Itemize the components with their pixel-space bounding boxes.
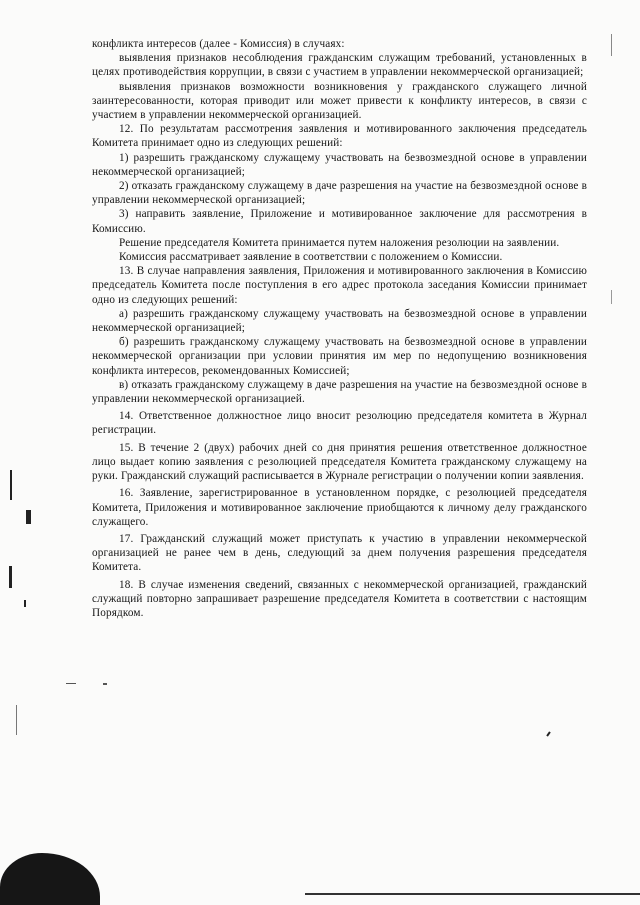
paragraph-intro: конфликта интересов (далее - Комиссия) в случаях: xyxy=(92,38,345,50)
paragraph-clause-18: 18. В случае изменения сведений, связанных с некоммерческой организацией, гражданский служащий повторно запрашивает разрешение председателя Комитета в соответствии с настоящим Порядком. xyxy=(92,578,587,619)
paragraph: Решение председателя Комитета принимается путем наложения резолюции на заявлении. xyxy=(119,236,560,249)
scan-mark xyxy=(9,566,12,588)
scan-mark xyxy=(24,600,26,607)
paragraph-clause-17: 17. Гражданский служащий может приступать к участию в управлении некоммерческой организацией не ранее чем в день, следующий за днем получения разрешения председателя Комитета. xyxy=(92,532,587,574)
paragraph: б) разрешить гражданскому служащему участвовать на безвозмездной основе в управлении некоммерческой организации при условии принятия им мер по недопущению возникновения конфликта интересов, рекомендованных Комиссией; xyxy=(92,336,587,377)
paragraph: а) разрешить гражданскому служащему участвовать на безвозмездной основе в управлении некоммерческой организацией; xyxy=(92,307,587,335)
paragraph: выявления признаков возможности возникновения у гражданского служащего личной заинтересованности, которая приводит или может привести к конфликту интересов, в связи с участием в управлении некоммерческой организацией. xyxy=(92,80,587,122)
scan-mark xyxy=(16,705,17,735)
document-body xyxy=(92,37,587,620)
paragraph-clause-12: 12. По результатам рассмотрения заявления и мотивированного заключения председатель Комитета принимает одно из следующих решений: xyxy=(92,123,587,150)
scan-mark xyxy=(26,510,31,524)
paragraph: 2) отказать гражданскому служащему в даче разрешения на участие на безвозмездной основе в управлении некоммерческой организацией; xyxy=(92,180,587,207)
scan-line xyxy=(305,893,640,895)
scan-mark xyxy=(10,470,12,500)
scan-mark xyxy=(611,34,612,56)
paragraph-clause-15: 15. В течение 2 (двух) рабочих дней со дня принятия решения ответственное должностное лицо выдает копию заявления с резолюцией председателя Комитета гражданскому служащему на руки. Гражданский служащий расписывается в Журнале регистрации о получении копии заявления. xyxy=(92,441,587,483)
paragraph: 1) разрешить гражданскому служащему участвовать на безвозмездной основе в управлении некоммерческой организацией; xyxy=(92,151,587,178)
paragraph: выявления признаков несоблюдения гражданским служащим требований, установленных в целях противодействия коррупции, в связи с участием в управлении некоммерческой организацией; xyxy=(92,52,587,79)
scan-mark xyxy=(546,731,551,736)
paragraph: 3) направить заявление, Приложение и мотивированное заключение для рассмотрения в Комиссию. xyxy=(92,208,587,235)
paragraph-clause-14: 14. Ответственное должностное лицо вносит резолюцию председателя комитета в Журнал регистрации. xyxy=(92,410,587,437)
paragraph: Комиссия рассматривает заявление в соответствии с положением о Комиссии. xyxy=(119,251,503,264)
paragraph-clause-16: 16. Заявление, зарегистрированное в установленном порядке, с резолюцией председателя Комитета, Приложения и мотивированное заключение приобщаются к личному делу гражданского служащего. xyxy=(92,487,587,528)
scan-blot xyxy=(0,853,100,905)
scan-mark xyxy=(103,683,107,685)
scan-mark xyxy=(66,683,76,684)
paragraph: в) отказать гражданскому служащему в даче разрешения на участие на безвозмездной основе в управлении некоммерческой организацией. xyxy=(92,378,587,406)
scan-mark xyxy=(611,290,612,304)
paragraph-clause-13: 13. В случае направления заявления, Приложения и мотивированного заключения в Комиссию председатель Комитета после поступления в его адрес протокола заседания Комиссии принимает одно из следующих решений: xyxy=(92,265,587,306)
